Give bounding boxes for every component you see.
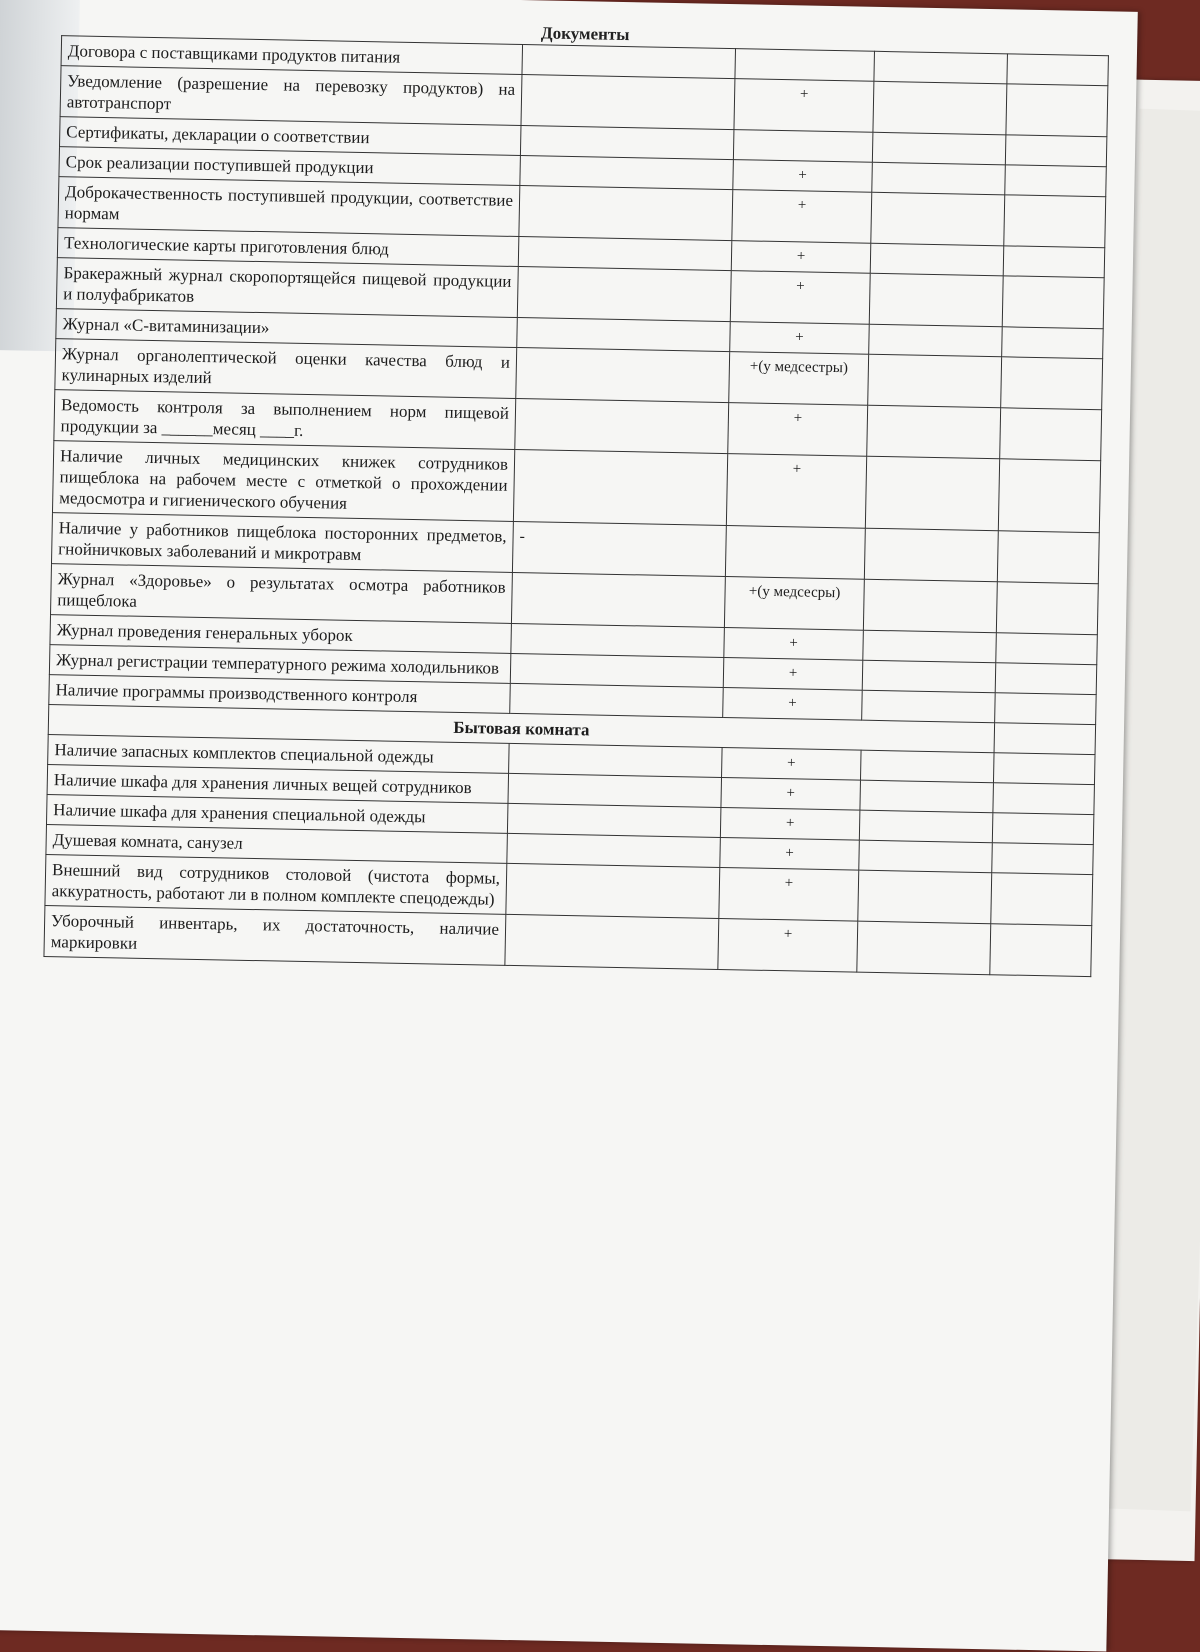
value-cell: [522, 45, 736, 79]
empty-cell: [1005, 165, 1107, 197]
value-cell: [508, 773, 722, 807]
criterion-cell: Бракеражный журнал скоропортящейся пищевой продукции и полуфабрикатов: [56, 258, 518, 318]
criterion-cell: Наличие личных медицинских книжек сотрудников пищеблока на рабочем месте с отметкой о прохождении медосмотра и гигиенического обучения: [52, 441, 514, 522]
criterion-cell: Технологические карты приготовления блюд: [57, 228, 518, 267]
empty-cell: [1002, 276, 1104, 329]
section-title-documents: Документы: [540, 23, 630, 45]
mark-cell: +: [733, 160, 873, 193]
empty-cell: [1004, 195, 1106, 248]
empty-cell: [1001, 357, 1103, 410]
value-cell: -: [512, 521, 726, 576]
empty-cell: [995, 693, 1097, 725]
criterion-cell: Журнал «С-витаминизации»: [56, 309, 517, 348]
empty-cell: [992, 813, 1094, 845]
criterion-cell: Наличие шкафа для хранения личных вещей сотрудников: [47, 765, 508, 804]
criterion-cell: Наличие у работников пищеблока посторонних предметов, гнойничковых заболеваний и микротравм: [51, 513, 513, 573]
mark-cell: +: [730, 322, 870, 355]
empty-cell: [860, 750, 994, 783]
value-cell: [520, 156, 734, 190]
value-cell: [519, 186, 733, 241]
checklist-table: [43, 35, 1109, 977]
empty-cell: [1005, 135, 1107, 167]
mark-cell: +: [724, 628, 864, 661]
empty-cell: [868, 354, 1002, 408]
mark-cell: +: [722, 748, 862, 781]
criterion-cell: Внешний вид сотрудников столовой (чистота формы, аккуратность, работают ли в полном комплекте спецодежды): [45, 855, 507, 915]
empty-cell: [996, 582, 1098, 635]
empty-cell: [865, 456, 999, 531]
empty-cell: [860, 780, 994, 813]
mark-cell: [733, 130, 873, 163]
criterion-cell: Душевая комната, санузел: [46, 825, 507, 864]
value-cell: [521, 75, 735, 130]
mark-cell: +: [720, 807, 860, 840]
empty-cell: [869, 324, 1003, 357]
empty-cell: [993, 753, 1095, 785]
mark-cell: +: [723, 688, 863, 721]
value-cell: [509, 743, 723, 777]
mark-cell: +: [726, 454, 866, 529]
criterion-cell: Сертификаты, декларации о соответствии: [60, 117, 521, 156]
mark-cell: +: [723, 658, 863, 691]
criterion-cell: Договора с поставщиками продуктов питания: [61, 36, 522, 75]
criterion-cell: Наличие шкафа для хранения специальной одежды: [46, 795, 507, 834]
mark-cell: +: [718, 918, 858, 972]
empty-cell: [997, 531, 1099, 584]
mark-cell: +: [719, 867, 859, 921]
empty-cell: [859, 810, 993, 843]
empty-cell: [872, 162, 1006, 195]
empty-cell: [863, 630, 997, 663]
empty-cell: [873, 81, 1007, 135]
criterion-cell: Журнал регистрации температурного режима холодильников: [49, 645, 510, 684]
value-cell: [510, 653, 724, 687]
criterion-cell: Срок реализации поступившей продукции: [59, 147, 520, 186]
value-cell: [516, 347, 730, 402]
empty-cell: [990, 924, 1092, 977]
empty-cell: [857, 921, 991, 975]
value-cell: [513, 449, 727, 525]
empty-cell: [995, 663, 1097, 695]
criterion-cell: Наличие программы производственного контроля: [49, 675, 510, 714]
criterion-cell: Журнал проведения генеральных уборок: [50, 615, 511, 654]
mark-cell: +: [720, 837, 860, 870]
mark-cell: +: [732, 190, 872, 244]
empty-cell: [1007, 54, 1109, 86]
mark-cell: +: [721, 777, 861, 810]
empty-cell: [862, 690, 996, 723]
value-cell: [510, 683, 724, 717]
empty-cell: [1003, 246, 1105, 278]
empty-cell: [864, 528, 998, 582]
mark-cell: +: [730, 271, 870, 325]
value-cell: [517, 267, 731, 322]
value-cell: [520, 126, 734, 160]
empty-cell: [871, 192, 1005, 246]
empty-cell: [870, 243, 1004, 276]
value-cell: [511, 623, 725, 657]
empty-cell: [994, 723, 1096, 755]
mark-cell: +: [731, 241, 871, 274]
criterion-cell: Журнал «Здоровье» о результатах осмотра работников пищеблока: [51, 564, 513, 624]
empty-cell: [1000, 408, 1102, 461]
value-cell: [506, 863, 720, 918]
value-cell: [518, 237, 732, 271]
value-cell: [507, 833, 721, 867]
value-cell: [507, 803, 721, 837]
criterion-cell: Журнал органолептической оценки качества блюд и кулинарных изделий: [55, 339, 517, 399]
criterion-cell: Доброкачественность поступившей продукции, соответствие нормам: [58, 177, 520, 237]
checklist-sheet: [43, 13, 1109, 977]
empty-cell: [991, 873, 1093, 926]
empty-cell: [869, 273, 1003, 327]
empty-cell: [996, 633, 1098, 665]
mark-cell: +(у медсестры): [729, 352, 869, 406]
mark-cell: +: [734, 79, 874, 133]
empty-cell: [863, 579, 997, 633]
value-cell: [505, 914, 719, 969]
mark-cell: [725, 526, 865, 580]
criterion-cell: Уборочный инвентарь, их достаточность, наличие маркировки: [44, 906, 506, 966]
empty-cell: [998, 459, 1100, 533]
empty-cell: [993, 783, 1095, 815]
empty-cell: [874, 51, 1008, 84]
empty-cell: [859, 840, 993, 873]
mark-cell: +: [728, 403, 868, 457]
value-cell: [515, 398, 729, 453]
criterion-cell: Ведомость контроля за выполнением норм пищевой продукции за ______месяц ____г.: [54, 390, 516, 450]
empty-cell: [992, 843, 1094, 875]
empty-cell: [858, 870, 992, 924]
value-cell: [511, 572, 725, 627]
empty-cell: [1002, 327, 1104, 359]
mark-cell: +(у медсесры): [724, 577, 864, 631]
criterion-cell: Уведомление (разрешение на перевозку продуктов) на автотранспорт: [60, 66, 522, 126]
mark-cell: [735, 49, 875, 82]
empty-cell: [862, 660, 996, 693]
empty-cell: [867, 405, 1001, 459]
empty-cell: [1006, 84, 1108, 137]
empty-cell: [872, 132, 1006, 165]
section-title-household-room: Бытовая комната: [48, 705, 994, 753]
criterion-cell: Наличие запасных комплектов специальной одежды: [48, 735, 509, 774]
value-cell: [517, 317, 731, 351]
